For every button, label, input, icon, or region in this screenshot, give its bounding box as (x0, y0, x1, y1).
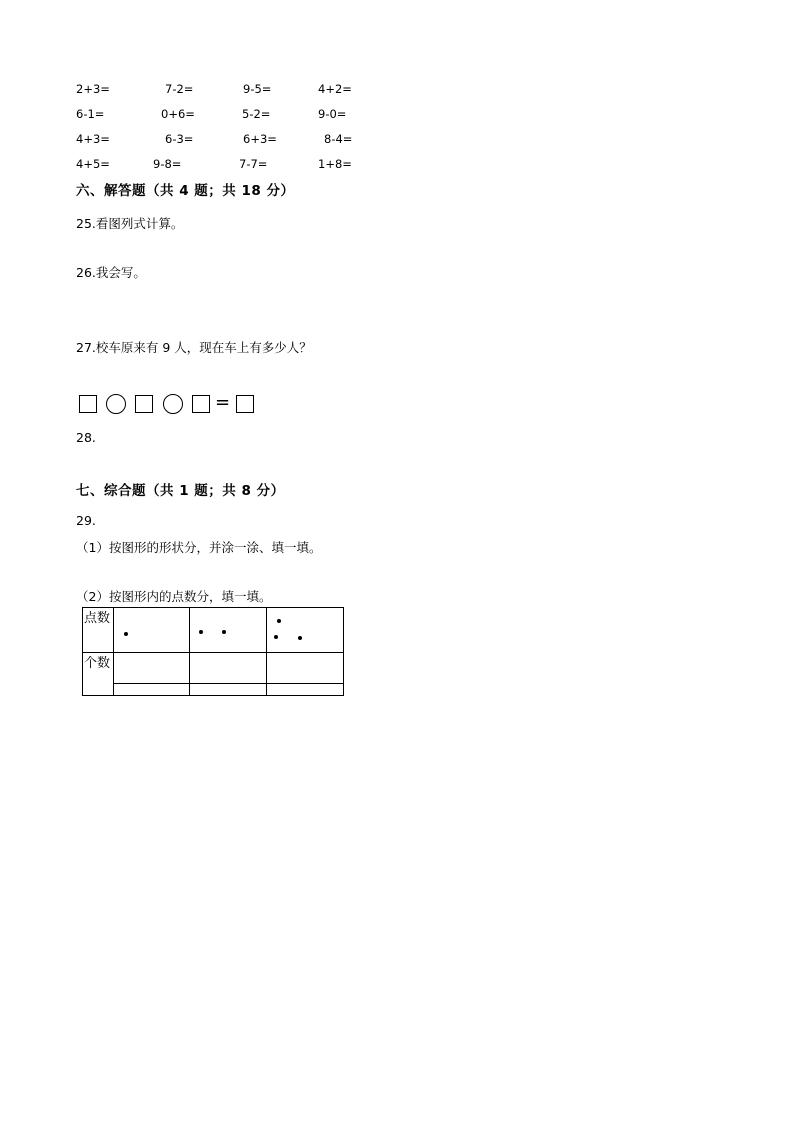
dot-mark (277, 619, 281, 623)
table-row-extra (83, 684, 344, 696)
question-29-part-2: （2）按图形内的点数分，填一填。 (76, 589, 272, 604)
answer-box[interactable] (192, 395, 210, 413)
dot-mark (199, 630, 203, 634)
calc-item: 4+3= (76, 132, 110, 146)
dot-cell-1 (114, 608, 190, 653)
extra-answer-cell[interactable] (267, 684, 344, 696)
extra-answer-cell[interactable] (114, 684, 190, 696)
calc-item: 8-4= (324, 132, 353, 146)
row-header-label: 个数 (84, 656, 111, 671)
answer-box[interactable] (79, 395, 97, 413)
question-27: 27.校车原来有 9 人，现在车上有多少人？ (76, 340, 312, 355)
section-7-title: 七、综合题（共 1 题；共 8 分） (76, 483, 285, 499)
calc-item: 7-2= (165, 82, 194, 96)
calc-item: 9-5= (243, 82, 272, 96)
dot-mark (274, 635, 278, 639)
dot-cell-2 (190, 608, 267, 653)
extra-answer-cell[interactable] (190, 684, 267, 696)
question-25: 25.看图列式计算。 (76, 216, 184, 231)
calc-item: 0+6= (161, 107, 195, 121)
calc-item: 9-8= (153, 157, 182, 171)
question-29-part-1: （1）按图形的形状分，并涂一涂、填一填。 (76, 540, 322, 555)
count-answer-cell[interactable] (190, 653, 267, 684)
table-row-count (83, 653, 344, 684)
calc-item: 2+3= (76, 82, 110, 96)
answer-box[interactable] (135, 395, 153, 413)
count-answer-cell[interactable] (267, 653, 344, 684)
calc-item: 9-0= (318, 107, 347, 121)
calc-item: 1+8= (318, 157, 352, 171)
question-26: 26.我会写。 (76, 265, 146, 280)
section-6-title: 六、解答题（共 4 题；共 18 分） (76, 183, 295, 199)
question-28: 28. (76, 430, 96, 445)
table-row-dot-count (83, 608, 344, 653)
calc-item: 5-2= (242, 107, 271, 121)
calc-item: 6-3= (165, 132, 194, 146)
row-header-count (83, 653, 114, 696)
operator-circle[interactable] (106, 394, 126, 414)
calc-item: 4+5= (76, 157, 110, 171)
calc-item: 4+2= (318, 82, 352, 96)
operator-circle[interactable] (163, 394, 183, 414)
calc-item: 6-1= (76, 107, 105, 121)
count-answer-cell[interactable] (114, 653, 190, 684)
calc-item: 6+3= (243, 132, 277, 146)
calc-item: 7-7= (239, 157, 268, 171)
dot-mark (222, 630, 226, 634)
dot-count-table (82, 607, 344, 696)
row-header-dot-count (83, 608, 114, 653)
dot-cell-3 (267, 608, 344, 653)
question-29: 29. (76, 513, 96, 528)
dot-mark (298, 636, 302, 640)
equals-sign: = (215, 392, 231, 413)
dot-mark (124, 632, 128, 636)
answer-box[interactable] (236, 395, 254, 413)
row-header-label: 点数 (84, 611, 111, 626)
